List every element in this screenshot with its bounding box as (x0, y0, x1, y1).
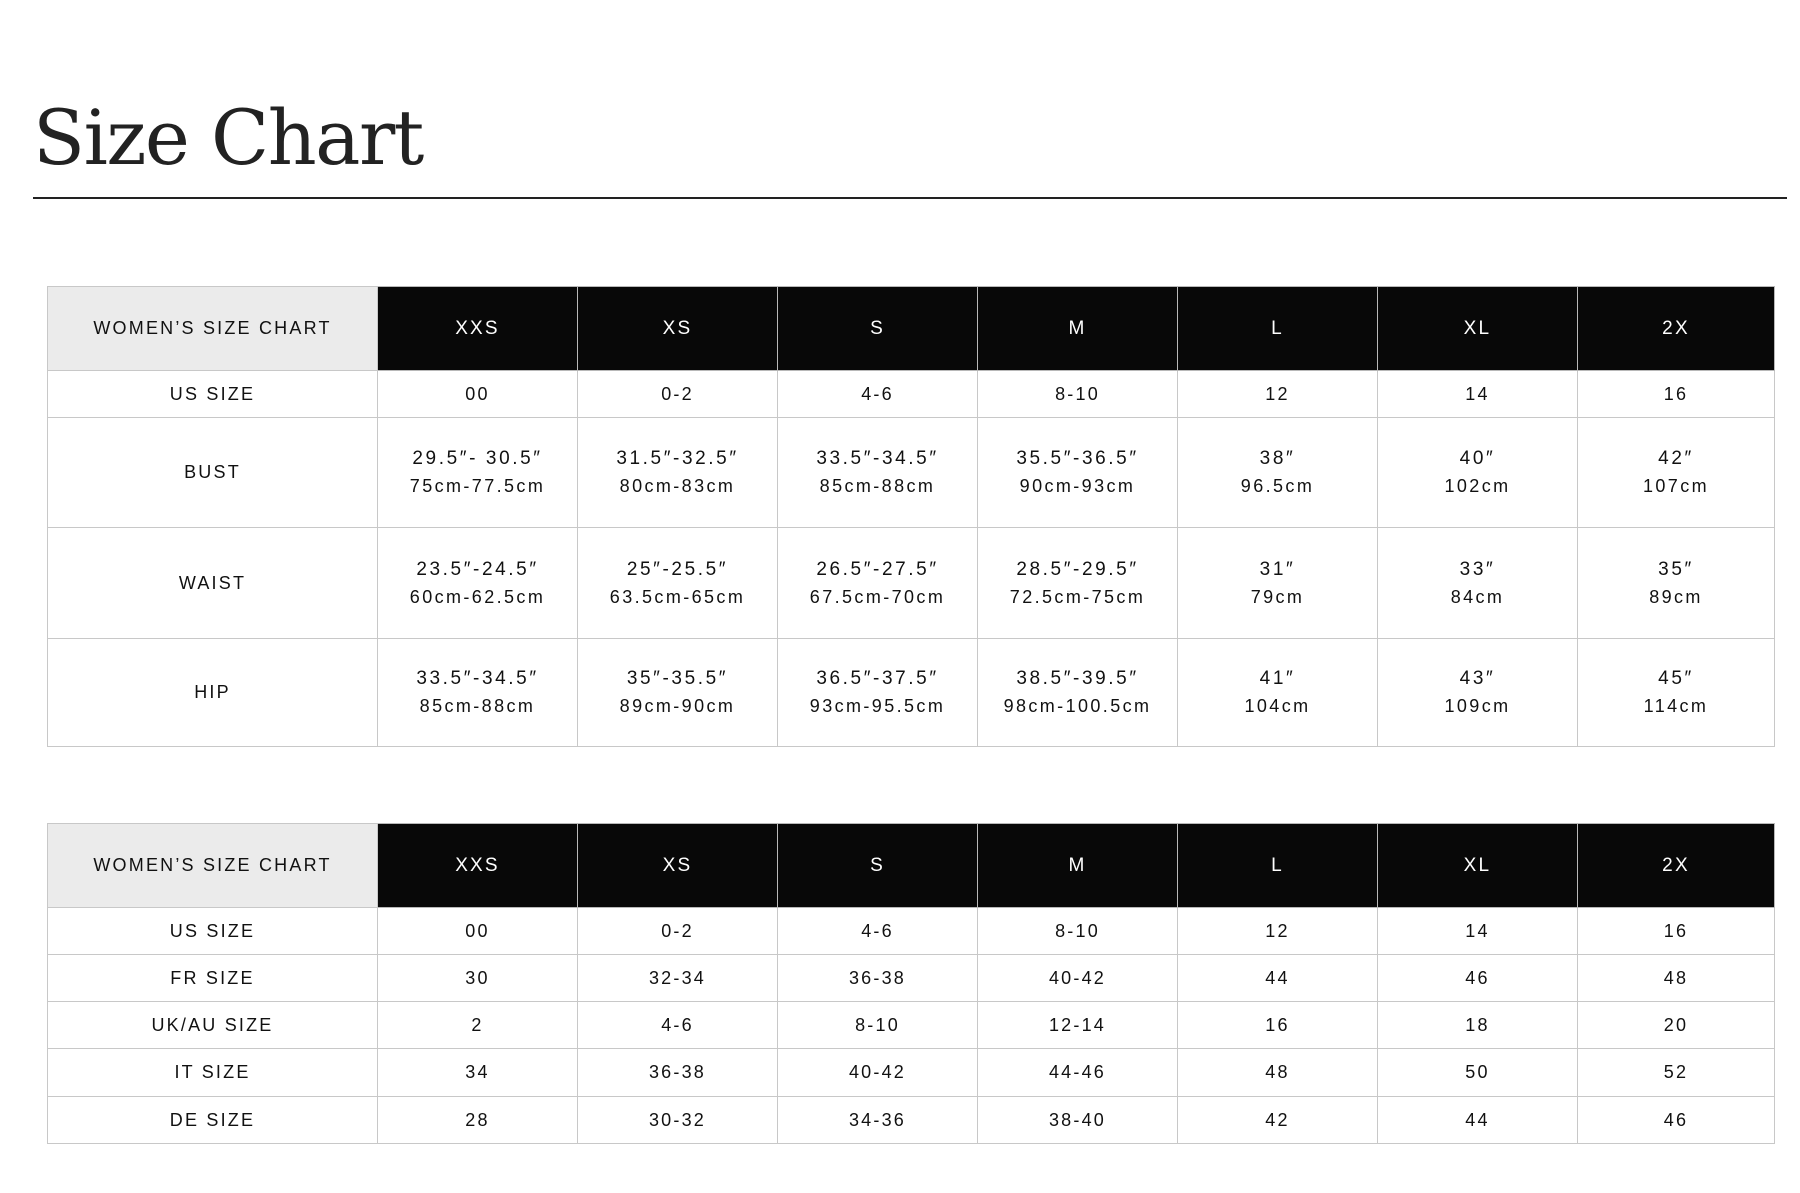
measurement-inches: 36.5″-37.5″ (816, 668, 939, 689)
measurement-inches: 33.5″-34.5″ (816, 448, 939, 469)
table-cell (1178, 528, 1378, 639)
measurement-cm: 104cm (1244, 696, 1311, 716)
table-cell: 00 (378, 371, 578, 418)
table-cell: 30-32 (578, 1097, 778, 1144)
table-row (48, 955, 1775, 1002)
measurement-inches: 25″-25.5″ (626, 558, 729, 580)
table-cell: 34-36 (778, 1097, 978, 1144)
table-cell (1178, 418, 1378, 528)
table-cell (778, 418, 978, 528)
measurements-table (47, 286, 1775, 747)
table-header-label: WOMEN’S SIZE CHART (48, 287, 378, 371)
table-cell (1578, 639, 1775, 747)
table-cell (378, 528, 578, 639)
table-cell: 44-46 (978, 1049, 1178, 1097)
row-label: BUST (48, 418, 378, 528)
measurement-cm: 109cm (1444, 696, 1511, 716)
table-cell: 40-42 (778, 1049, 978, 1097)
table-cell: 46 (1378, 955, 1578, 1002)
table-cell: 12-14 (978, 1002, 1178, 1049)
size-header-xl: XL (1378, 287, 1578, 371)
size-header-s: S (778, 824, 978, 908)
size-header-2x: 2X (1578, 287, 1775, 371)
table-cell: 2 (378, 1002, 578, 1049)
size-header-xs: XS (578, 824, 778, 908)
table-row (48, 639, 1775, 747)
size-header-m: M (978, 287, 1178, 371)
measurement-inches: 26.5″-27.5″ (816, 558, 939, 580)
table-cell: 12 (1178, 908, 1378, 955)
size-header-xs: XS (578, 287, 778, 371)
size-header-xl: XL (1378, 824, 1578, 908)
size-header-2x: 2X (1578, 824, 1775, 908)
table-row (48, 418, 1775, 528)
measurement-inches: 38.5″-39.5″ (1016, 668, 1139, 689)
table-row (48, 1097, 1775, 1144)
row-label: US SIZE (48, 908, 378, 955)
table-cell: 0-2 (578, 908, 778, 955)
table-cell (578, 639, 778, 747)
measurement-cm: 114cm (1643, 696, 1709, 716)
table-cell: 16 (1178, 1002, 1378, 1049)
table-cell (1378, 528, 1578, 639)
measurement-inches: 35″-35.5″ (626, 668, 729, 689)
measurement-cm: 98cm-100.5cm (1003, 696, 1152, 716)
table-cell: 4-6 (778, 371, 978, 418)
title-divider (33, 197, 1787, 199)
conversion-table (47, 823, 1775, 1144)
table-cell: 0-2 (578, 371, 778, 418)
table-row (48, 908, 1775, 955)
row-label: US SIZE (48, 371, 378, 418)
table-cell (978, 418, 1178, 528)
row-label: UK/AU SIZE (48, 1002, 378, 1049)
row-label: WAIST (48, 528, 378, 639)
table-cell: 38-40 (978, 1097, 1178, 1144)
table-cell: 44 (1378, 1097, 1578, 1144)
measurement-inches: 23.5″-24.5″ (416, 558, 539, 580)
measurement-cm: 84cm (1450, 586, 1505, 607)
table-cell: 00 (378, 908, 578, 955)
measurement-cm: 89cm-90cm (619, 696, 736, 716)
table-cell: 8-10 (978, 371, 1178, 418)
table-cell: 42 (1178, 1097, 1378, 1144)
measurement-inches: 28.5″-29.5″ (1016, 558, 1139, 580)
measurement-inches: 31.5″-32.5″ (616, 448, 739, 469)
table-cell: 16 (1578, 908, 1775, 955)
table-cell (578, 418, 778, 528)
table-cell: 32-34 (578, 955, 778, 1002)
table-cell (378, 418, 578, 528)
table-cell: 34 (378, 1049, 578, 1097)
table-cell (1378, 639, 1578, 747)
measurement-inches: 38″ (1259, 448, 1296, 469)
measurement-cm: 72.5cm-75cm (1009, 586, 1146, 607)
table-cell (1378, 418, 1578, 528)
measurement-inches: 29.5″- 30.5″ (412, 448, 543, 469)
measurement-inches: 33″ (1459, 558, 1496, 580)
table-cell (978, 528, 1178, 639)
table-cell: 46 (1578, 1097, 1775, 1144)
measurement-inches: 40″ (1459, 448, 1496, 469)
table-cell: 44 (1178, 955, 1378, 1002)
table-cell: 4-6 (578, 1002, 778, 1049)
row-label: IT SIZE (48, 1049, 378, 1097)
table-cell: 48 (1178, 1049, 1378, 1097)
table-cell: 30 (378, 955, 578, 1002)
measurement-cm: 67.5cm-70cm (809, 586, 946, 607)
table-cell: 40-42 (978, 955, 1178, 1002)
table-cell: 16 (1578, 371, 1775, 418)
table-row (48, 528, 1775, 639)
measurement-cm: 96.5cm (1240, 476, 1315, 496)
table-cell: 20 (1578, 1002, 1775, 1049)
measurement-cm: 107cm (1642, 476, 1710, 496)
measurement-cm: 85cm-88cm (419, 696, 536, 716)
measurement-cm: 93cm-95.5cm (809, 696, 946, 716)
table-cell: 36-38 (578, 1049, 778, 1097)
measurement-inches: 45″ (1658, 668, 1694, 689)
measurement-inches: 35″ (1658, 558, 1694, 580)
measurement-inches: 31″ (1259, 558, 1296, 580)
measurement-cm: 85cm-88cm (819, 476, 936, 496)
size-header-xxs: XXS (378, 824, 578, 908)
table-cell (1578, 418, 1775, 528)
table-cell (1178, 639, 1378, 747)
measurement-inches: 33.5″-34.5″ (416, 668, 539, 689)
measurement-inches: 43″ (1459, 668, 1496, 689)
size-header-m: M (978, 824, 1178, 908)
table-cell (978, 639, 1178, 747)
table-header-label: WOMEN’S SIZE CHART (48, 824, 378, 908)
measurement-cm: 63.5cm-65cm (609, 586, 746, 607)
table-cell: 36-38 (778, 955, 978, 1002)
table-cell (778, 639, 978, 747)
size-header-xxs: XXS (378, 287, 578, 371)
table-cell (1578, 528, 1775, 639)
measurement-inches: 41″ (1259, 668, 1296, 689)
table-cell: 28 (378, 1097, 578, 1144)
measurement-inches: 35.5″-36.5″ (1016, 448, 1139, 469)
measurement-cm: 80cm-83cm (619, 476, 736, 496)
table-cell: 18 (1378, 1002, 1578, 1049)
table-cell: 48 (1578, 955, 1775, 1002)
table-cell (778, 528, 978, 639)
size-header-l: L (1178, 287, 1378, 371)
table-cell: 12 (1178, 371, 1378, 418)
table-row (48, 1002, 1775, 1049)
measurement-cm: 90cm-93cm (1019, 476, 1136, 496)
measurement-cm: 102cm (1444, 476, 1511, 496)
row-label: DE SIZE (48, 1097, 378, 1144)
row-label: FR SIZE (48, 955, 378, 1002)
page-title: Size Chart (33, 93, 423, 182)
size-header-l: L (1178, 824, 1378, 908)
table-row (48, 371, 1775, 418)
measurement-cm: 60cm-62.5cm (409, 586, 546, 607)
table-row (48, 1049, 1775, 1097)
table-cell (378, 639, 578, 747)
table-cell (578, 528, 778, 639)
table-cell: 14 (1378, 908, 1578, 955)
measurement-cm: 79cm (1250, 586, 1305, 607)
table-cell: 8-10 (778, 1002, 978, 1049)
measurement-cm: 75cm-77.5cm (409, 476, 546, 496)
measurement-inches: 42″ (1658, 448, 1694, 469)
row-label: HIP (48, 639, 378, 747)
table-cell: 52 (1578, 1049, 1775, 1097)
table-cell: 8-10 (978, 908, 1178, 955)
table-cell: 14 (1378, 371, 1578, 418)
size-header-s: S (778, 287, 978, 371)
table-cell: 4-6 (778, 908, 978, 955)
table-cell: 50 (1378, 1049, 1578, 1097)
measurement-cm: 89cm (1649, 586, 1703, 607)
